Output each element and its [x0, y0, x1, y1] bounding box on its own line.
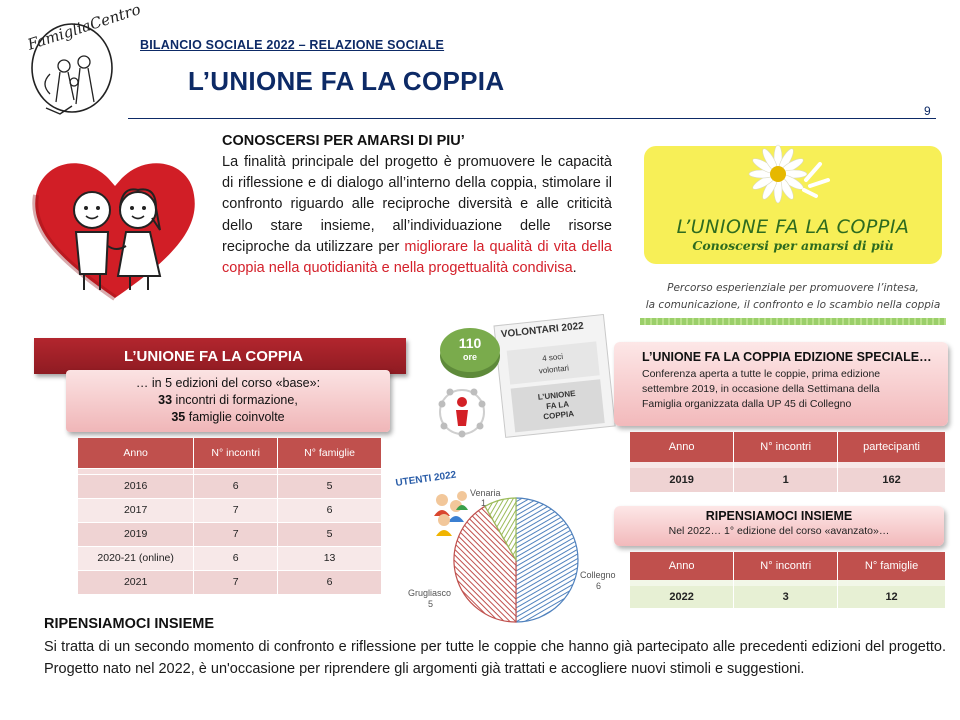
svg-text:FA LA: FA LA	[545, 399, 570, 411]
header-divider	[128, 118, 936, 119]
svg-text:4 soci: 4 soci	[541, 351, 564, 364]
pie-value-grugliasco: 5	[428, 599, 434, 609]
table-header: N° incontri	[734, 432, 838, 462]
table-header: N° famiglie	[838, 552, 946, 580]
table-header: Anno	[630, 552, 734, 580]
svg-text:volontari: volontari	[538, 363, 570, 376]
table-header: N° famiglie	[278, 438, 382, 468]
pie-label-collegno: Collegno	[580, 570, 616, 580]
base-course-ribbon: L’UNIONE FA LA COPPIA	[34, 338, 406, 374]
banner-subtitle: Conoscersi per amarsi di più	[692, 238, 894, 253]
table-header: N° incontri	[194, 438, 278, 468]
users-pie-chart	[386, 470, 626, 610]
table-header: Anno	[78, 438, 194, 468]
page-number: 9	[924, 104, 931, 118]
pie-value-venaria: 1	[481, 498, 487, 508]
volunteers-graphic	[432, 322, 608, 444]
ripensiamoci-table	[630, 552, 946, 608]
table-row: 2016 6 5	[78, 474, 382, 498]
hours-unit: ore	[462, 352, 478, 362]
hours-number: 110	[458, 335, 482, 351]
table-header: Anno	[630, 432, 734, 462]
banner-title: L’UNIONE FA LA COPPIA	[676, 216, 910, 238]
project-banner	[644, 146, 942, 264]
ripensiamoci-box	[614, 506, 944, 546]
page-title: L’UNIONE FA LA COPPIA	[188, 66, 505, 96]
logo-text: FamigliaCentro	[25, 0, 143, 54]
banner-caption: Percorso esperienziale per promuovere l’intesa, la comunicazione, il confronto e lo scambio nella coppia	[645, 282, 941, 311]
ripensiamoci-box-text: Nel 2022… 1° edizione del corso «avanzato»…	[668, 525, 890, 537]
table-header: N° incontri	[734, 552, 838, 580]
pie-slice-collegno	[516, 498, 578, 622]
chart-title: UTENTI 2022	[394, 469, 457, 489]
table-row: 2022 3 12	[630, 586, 946, 608]
banner-decor-bar	[640, 318, 946, 325]
base-course-table	[78, 438, 382, 594]
table-row: 2020-21 (online) 6 13	[78, 546, 382, 570]
intro-highlight: migliorare la qualità di vita della coppia nella quotidianità e nella progettualità condivisa	[222, 238, 612, 277]
report-subtitle: BILANCIO SOCIALE 2022 – RELAZIONE SOCIALE	[140, 38, 445, 52]
table-row: 2019 7 5	[78, 522, 382, 546]
table-row: 2017 7 6	[78, 498, 382, 522]
pie-label-venaria: Venaria	[470, 488, 501, 498]
daisy-icon	[644, 146, 942, 216]
intro-paragraph: La finalità principale del progetto è promuovere le capacità di riflessione e di dialogo all’interno della coppia, stimolare il confronto riguardo alle reciproche diversità e alle criticità dello stare insieme, all’individuazione delle risorse reciproche da utilizzare per migliorare la qualità di vita della coppia nella quotidianità e nella progettualità condivisa.	[222, 154, 612, 277]
special-edition-title: L’UNIONE FA LA COPPIA EDIZIONE SPECIALE…	[642, 350, 932, 364]
people-circle-icon	[439, 389, 486, 438]
intro-title: CONOSCERSI PER AMARSI DI PIU’	[222, 133, 465, 149]
volunteers-label: VOLONTARI 2022	[500, 320, 585, 341]
ripensiamoci-box-title: RIPENSIAMOCI INSIEME	[705, 509, 853, 523]
table-row: 2019 1 162	[630, 468, 946, 492]
ripensiamoci-paragraph: Si tratta di un secondo momento di confronto e riflessione per tutte le coppie che hanno già partecipato alle precedenti edizioni del progetto. Progetto nato nel 2022, è un'occasione per riprendere gli argomenti già trattati e accogliere nuovi stimoli e suggestioni.	[44, 639, 946, 677]
heart-couple-illustration	[30, 150, 200, 300]
pie-label-grugliasco: Grugliasco	[408, 588, 452, 598]
svg-text:COPPIA: COPPIA	[542, 409, 575, 422]
special-edition-text: Conferenza aperta a tutte le coppie, prima edizione settembre 2019, in occasione della Settimana della Famiglia organizzata dalla UP 45 di Collegno	[642, 368, 881, 410]
svg-text:L’UNIONE: L’UNIONE	[537, 388, 576, 402]
famigliacentro-logo	[20, 0, 143, 118]
special-edition-box	[614, 342, 948, 426]
base-course-summary: … in 5 edizioni del corso «base»: 33 incontri di formazione, 35 famiglie coinvolte	[66, 370, 390, 432]
pie-value-collegno: 6	[596, 581, 602, 591]
table-row: 2021 7 6	[78, 570, 382, 594]
special-edition-table	[630, 432, 946, 492]
table-header: partecipanti	[838, 432, 946, 462]
ripensiamoci-title: RIPENSIAMOCI INSIEME	[44, 616, 214, 632]
